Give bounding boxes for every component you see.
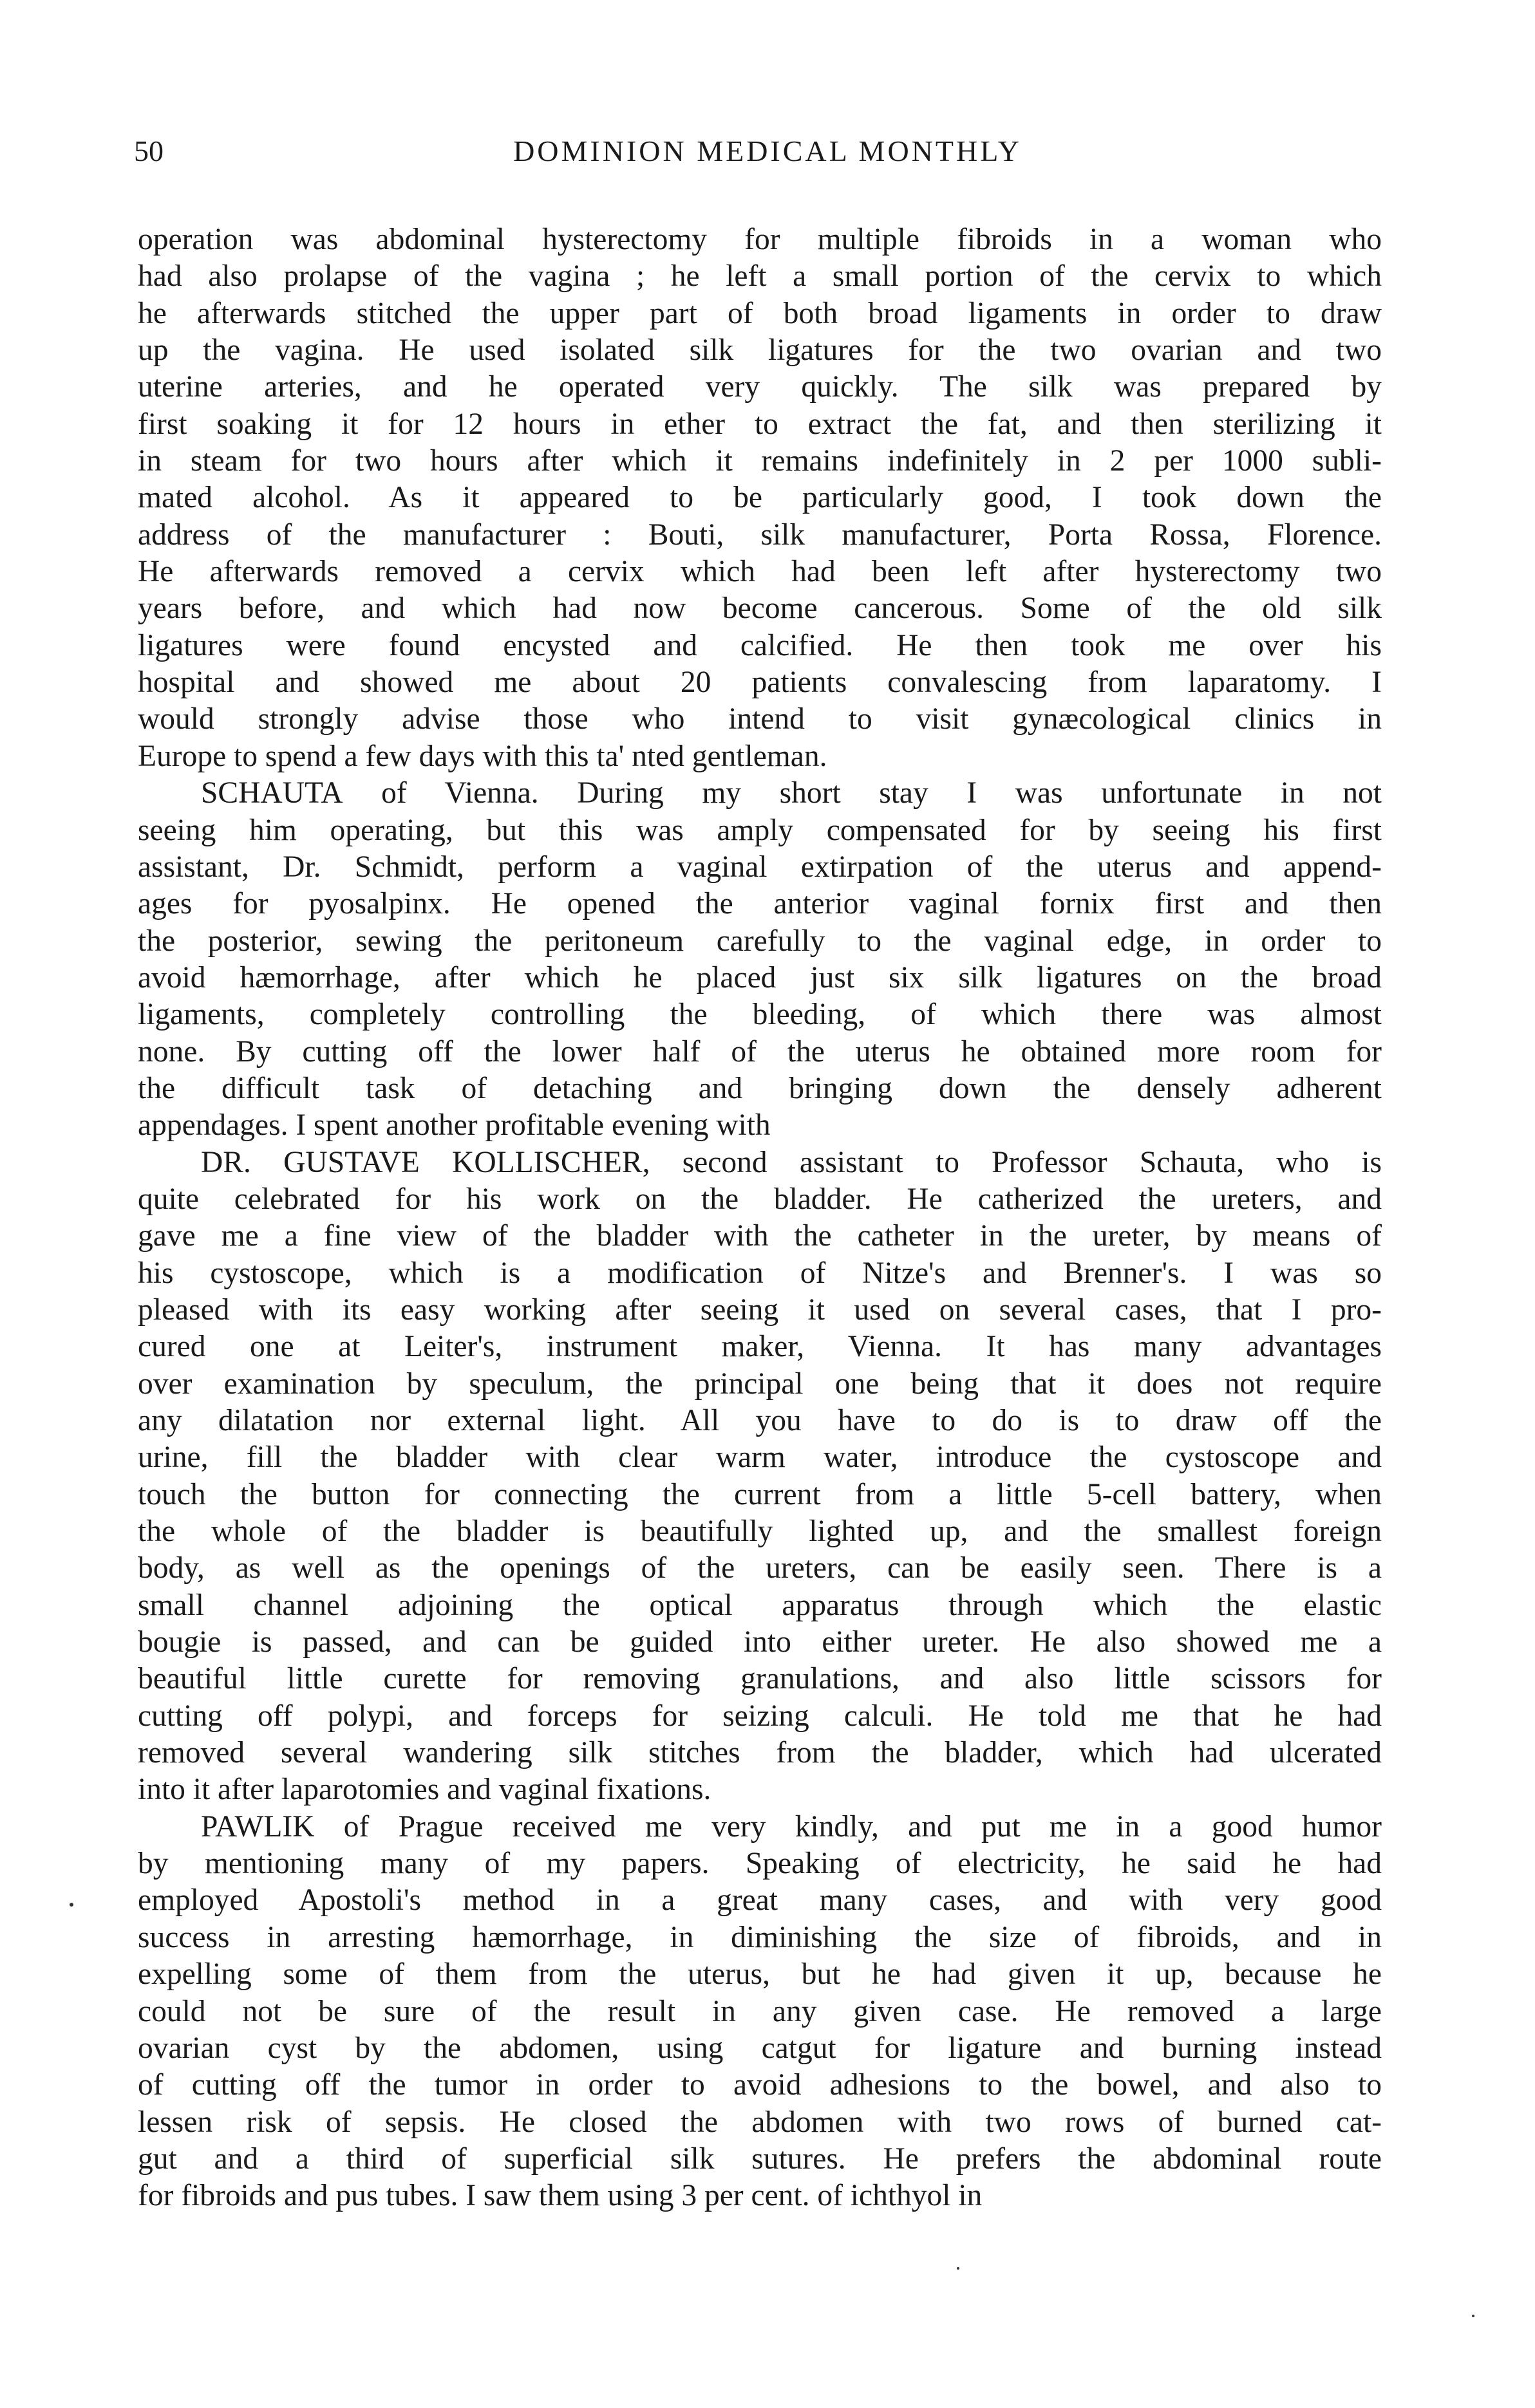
text-line: urine, fill the bladder with clear warm water, introduce the cystoscope and [138,1441,1382,1475]
text-line: up the vagina. He used isolated silk ligatures for the two ovarian and two [138,333,1382,368]
text-line: by mentioning many of my papers. Speaking of electricity, he said he had [138,1847,1382,1881]
text-line: avoid hæmorrhage, after which he placed just six silk ligatures on the broad [138,960,1382,994]
text-line: into it after laparotomies and vaginal fixations. [138,1773,711,1807]
text-line: could not be sure of the result in any given case. He removed a large [138,1994,1382,2028]
text-line: the whole of the bladder is beautifully lighted up, and the smallest foreign [138,1515,1382,1549]
text-line: years before, and which had now become cancerous. Some of the old silk [138,592,1382,626]
text-line: his cystoscope, which is a modification of Nitze's and Brenner's. I was so [138,1256,1382,1290]
line-rest: of Vienna. During my short stay I was unfortunate in not [343,776,1382,810]
text-line: assistant, Dr. Schmidt, perform a vaginal extirpation of the uterus and append- [138,850,1382,884]
margin-dot [70,1903,73,1907]
name-smallcaps: DR. GUSTAVE KOLLISCH [201,1145,603,1179]
running-head: DOMINION MEDICAL MONTHLY [513,135,1022,167]
text-line: he afterwards stitched the upper part of both broad ligaments in order to draw [138,296,1382,330]
text-line: He afterwards removed a cervix which had been left after hysterectomy two [138,555,1382,589]
text-line: body, as well as the openings of the ureters, can be easily seen. There is a [138,1551,1382,1585]
text-line: for fibroids and pus tubes. I saw them using 3 per cent. of ichthyol in [138,2179,983,2213]
text-line [138,1144,1382,1181]
text-line: pleased with its easy working after seeing it used on several cases, that I pro- [138,1293,1382,1327]
text-line: none. By cutting off the lower half of the uterus he obtained more room for [138,1034,1382,1069]
text-line: uterine arteries, and he operated very quickly. The silk was prepared by [138,370,1382,404]
page-number: 50 [134,135,164,167]
text-line: gut and a third of superficial silk sutures. He prefers the abdominal route [138,2142,1382,2176]
margin-dot [957,2267,959,2270]
text-line: bougie is passed, and can be guided into either ureter. He also showed me a [138,1625,1382,1659]
text-line [138,775,1382,812]
text-line: cured one at Leiter's, instrument maker, Vienna. It has many advantages [138,1330,1382,1364]
text-line: any dilatation nor external light. All you have to do is to draw off the [138,1404,1382,1437]
text-line: Europe to spend a few days with this ta' nted gentleman. [138,739,827,773]
text-line: ages for pyosalpinx. He opened the anterior vaginal fornix first and then [138,887,1382,921]
body-text [138,221,1382,2215]
text-line: the difficult task of detaching and bringing down the densely adherent [138,1071,1382,1105]
text-line: removed several wandering silk stitches from the bladder, which had ulcerated [138,1736,1382,1770]
name-smallcaps: PAWLIK [201,1809,315,1843]
text-line: the posterior, sewing the peritoneum carefully to the vaginal edge, in order to [138,924,1382,958]
text-line: address of the manufacturer : Bouti, silk manufacturer, Porta Rossa, Florence. [138,518,1382,552]
text-line: hospital and showed me about 20 patients convalescing from laparatomy. I [138,666,1382,700]
line-rest: of Prague received me very kindly, and put me in a good humor [314,1809,1382,1843]
text-line: had also prolapse of the vagina ; he left a small portion of the cervix to which [138,259,1382,294]
text-line: first soaking it for 12 hours in ether to extract the fat, and then sterilizing it [138,407,1382,441]
text-line: quite celebrated for his work on the bladder. He catherized the ureters, and [138,1182,1382,1216]
line-rest: ER, second assistant to Professor Schauta, who is [603,1145,1382,1179]
text-line: ligaments, completely controlling the bleeding, of which there was almost [138,998,1382,1032]
text-line: touch the button for connecting the current from a little 5-cell battery, when [138,1477,1382,1511]
text-line: seeing him operating, but this was amply compensated for by seeing his first [138,813,1382,847]
text-line: of cutting off the tumor in order to avoid adhesions to the bowel, and also to [138,2068,1382,2102]
text-line: ovarian cyst by the abdomen, using catgut for ligature and burning instead [138,2031,1382,2065]
text-line: employed Apostoli's method in a great many cases, and with very good [138,1883,1382,1918]
text-line: in steam for two hours after which it remains indefinitely in 2 per 1000 subli- [138,444,1382,478]
text-line: appendages. I spent another profitable evening with [138,1108,771,1143]
text-line: over examination by speculum, the principal one being that it does not require [138,1367,1382,1401]
text-line: ligatures were found encysted and calcified. He then took me over his [138,628,1382,662]
text-line: success in arresting hæmorrhage, in diminishing the size of fibroids, and in [138,1920,1382,1954]
text-line: small channel adjoining the optical apparatus through which the elastic [138,1588,1382,1622]
text-line: cutting off polypi, and forceps for seizing calculi. He told me that he had [138,1699,1382,1733]
text-line [138,1809,1382,1845]
text-line: gave me a fine view of the bladder with the catheter in the ureter, by means of [138,1219,1382,1253]
text-line: beautiful little curette for removing granulations, and also little scissors for [138,1662,1382,1696]
margin-dot [1472,2315,1474,2317]
name-smallcaps: SCHAUTA [201,776,343,810]
text-line: would strongly advise those who intend to visit gynæcological clinics in [138,702,1382,736]
text-line: lessen risk of sepsis. He closed the abdomen with two rows of burned cat- [138,2105,1382,2139]
text-line: expelling some of them from the uterus, but he had given it up, because he [138,1957,1382,1992]
text-line: operation was abdominal hysterectomy for multiple fibroids in a woman who [138,223,1382,256]
text-line: mated alcohol. As it appeared to be particularly good, I took down the [138,481,1382,515]
